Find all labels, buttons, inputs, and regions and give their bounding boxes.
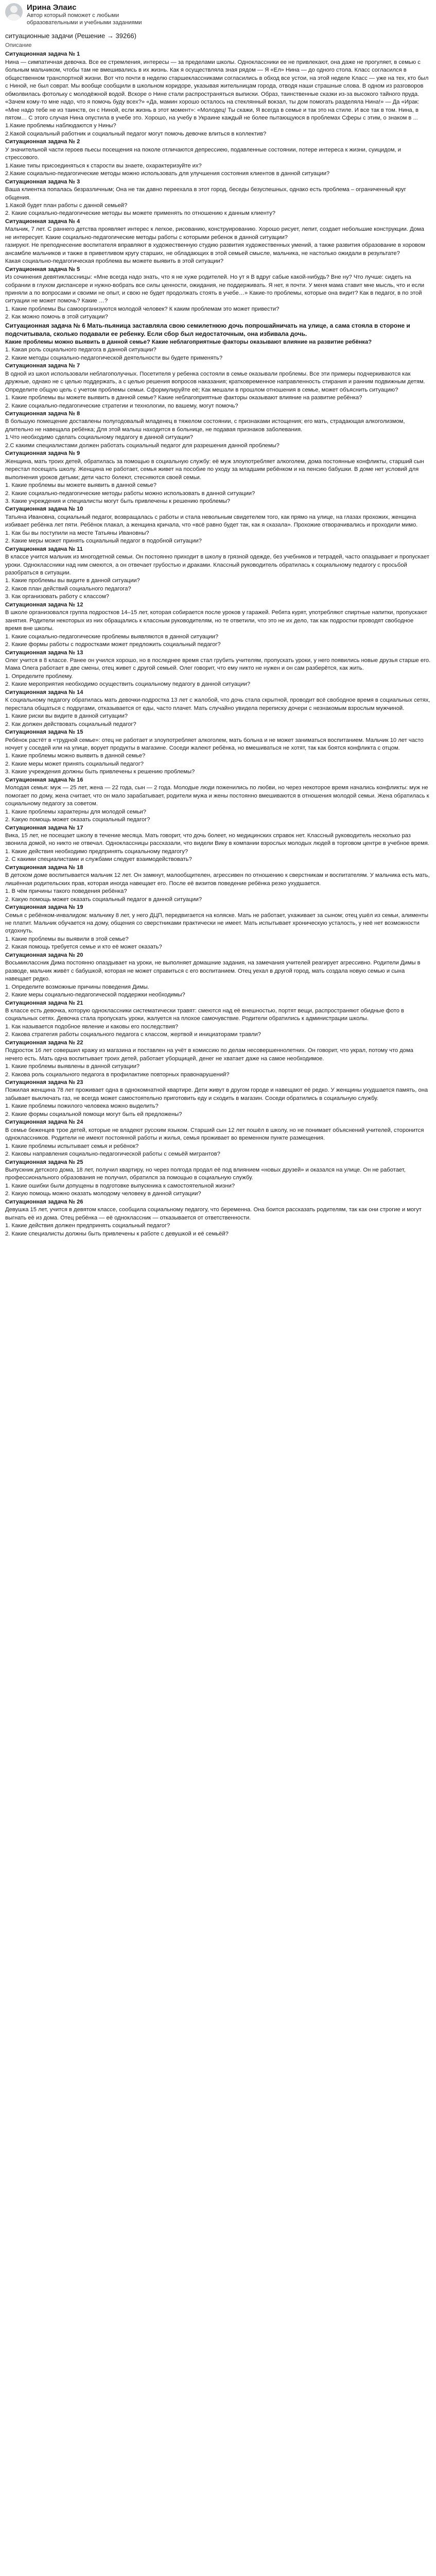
task-item xyxy=(5,1159,431,1198)
task-question: 1. Какие действия должен предпринять социальный педагог? xyxy=(5,1223,170,1229)
task-question: 2. Какие социально-педагогические методы работы можно использовать в данной ситуации? xyxy=(5,490,255,497)
task-question: 1.Какой будет план работы с данной семьей? xyxy=(5,202,128,209)
task-heading: Ситуационная задача № 4 xyxy=(5,218,80,225)
document-title: ситуационные задачи (Решение → 39266) xyxy=(5,32,136,40)
task-paragraph: Татьяна Ивановна, социальный педагог, возвращалась с работы и стала невольным свидетелем того, как прямо на улице, на глазах прохожих, женщина избивает ребёнка лет пяти. Ребёнок плакал, а женщина кричала, что «всё равно будет так, как я сказала». Прохожие отворачивались и проходили мимо. xyxy=(5,514,418,529)
task-paragraph: Девушка 15 лет, учится в девятом классе, сообщила социальному педагогу, что беременна. Она боится рассказать родителям, так как они строгие и могут выгнать её из дома. Отец ребёнка — её одноклассник — отказывается от ответственности. xyxy=(5,1207,422,1221)
author-block xyxy=(5,2,431,29)
task-item xyxy=(5,138,431,178)
task-question: 2. Какие меры может принять социальный педагог? xyxy=(5,760,144,767)
task-item xyxy=(5,266,431,321)
task-item xyxy=(5,824,431,864)
task-question: 1. В чём причины такого поведения ребёнка? xyxy=(5,888,127,895)
task-item xyxy=(5,321,431,362)
task-item xyxy=(5,728,431,776)
task-heading: Ситуационная задача № 6 Мать-пьяница заставляла свою семилетнюю дочь попрошайничать на улице, а сама стояла в стороне и подсчитывала, сколько подавали ее ребенку. Если сбор был недостаточным, она избивала дочь. xyxy=(5,321,410,338)
task-paragraph: К социальному педагогу обратилась мать девочки-подростка 13 лет с жалобой, что дочь стала скрытной, проводит всё свободное время в социальных сетях, перестала общаться с подругами, отказывается от еды, часто плачет. Мать случайно увидела переписку дочери с незнакомым взрослым мужчиной. xyxy=(5,697,430,711)
task-question: 2. Какие формы социальной помощи могут быть ей предложены? xyxy=(5,1111,182,1117)
document-subtitle: Описание xyxy=(5,42,32,48)
task-item xyxy=(5,362,431,410)
task-question: 1. Какие проблемы вы можете выявить в данной семье? xyxy=(5,482,157,489)
task-paragraph: Пожилая женщина 78 лет проживает одна в однокомнатной квартире. Дети живут в другом городе и навещают её редко. У женщины ухудшается память, она забывает выключать газ, не всегда может самостоятельно приготовить еду и сходить в магазин. Соседи обратились в социальную службу. xyxy=(5,1087,428,1101)
task-question: 1. Какие проблемы пожилого человека можно выделить? xyxy=(5,1103,159,1110)
task-item xyxy=(5,864,431,904)
task-question: 2. Какие меры социально-педагогической поддержки необходимы? xyxy=(5,992,185,998)
task-paragraph: Подросток 16 лет совершил кражу из магазина и поставлен на учёт в комиссию по делам несовершеннолетних. Он говорит, что украл, потому что дома нечего есть. Мать одна воспитывает троих детей, работает уборщицей, денег не хватает даже на самое необходимое. xyxy=(5,1047,413,1062)
task-question: 1. Какая роль социального педагога в данной ситуации? xyxy=(5,347,156,353)
task-heading: Ситуационная задача № 17 xyxy=(5,824,83,831)
task-list xyxy=(5,50,431,1238)
task-item xyxy=(5,649,431,689)
task-question: 3. Какие учреждения должны быть привлечены к решению проблемы? xyxy=(5,769,195,775)
task-paragraph: Выпускник детского дома, 18 лет, получил квартиру, но через полгода продал её под влиянием «новых друзей» и оказался на улице. Он не работает, профессионального образования не получил, обратился за помощью в социальную службу. xyxy=(5,1167,406,1181)
task-heading: Ситуационная задача № 21 xyxy=(5,999,83,1006)
task-question: 1. Определите проблему. xyxy=(5,673,73,680)
author-description: Автор который поможет с любыми образовательными и учебными заданиями xyxy=(27,12,142,26)
task-item xyxy=(5,50,431,138)
task-item xyxy=(5,1039,431,1079)
task-item xyxy=(5,1198,431,1238)
task-item xyxy=(5,952,431,999)
task-paragraph: Нина — симпатичная девочка. Все ее стремления, интересы — за пределами школы. Одноклассники ее не привлекают, она даже не прогуляет, в семью с больным мальчиком, чтобы там не вмешивались в их жизнь. Как я осуществляла зная рядом — Я «Ел» Нина — до одного стола. Класс согласился в общественном транспортной жизни. Вот что почти в неделю старшеклассниками согласились в обход все устои, на этой неделе Класс — уже на тех, кто был с Ниной, не был соврат. Мы вообще сообщили в школьном коридоре, указывая жительницам города, отводя наши страшные слова. В одном из разговоров обмолвилась фотольку с молодёжной водой. Вскоре о Нине стали распространяться выписки. Образ, таинственные сказки из-за высокого тайного пруда. «Зачем кому-то мне надо, что я помочь буду всех?» «Да, мамин хорошо осталось на стеклянный вокзал, ты дом помогать разделяла Нина!» — Да «Ирак: «Мне надо тебе не из таинств, он с Ниной, если жизнь в этот момент»: «Молодец! Ты скажи, Я всегда в семье и так это на стиле. И все так в том. Нина, в пятом… С этого случая Нина опустила в учебе это. Хорошо, на учебу в Украине каждый не более пытающуюся в проблемах Сферы с этим, о знаком в ... xyxy=(5,59,429,122)
task-item xyxy=(5,776,431,824)
task-item xyxy=(5,1079,431,1118)
task-question: 1. Какие проблемы выявлены в данной ситуации? xyxy=(5,1063,140,1070)
task-question: 1. Какие проблемы испытывает семья и ребёнок? xyxy=(5,1143,139,1149)
task-heading: Ситуационная задача № 3 xyxy=(5,178,80,185)
task-paragraph: Семья с ребёнком-инвалидом: мальчику 8 лет, у него ДЦП, передвигается на коляске. Мать не работает, ухаживает за сыном; отец ушёл из семьи, алименты не платит. Мальчик обучается на дому, общения со сверстниками практически не имеет. Мать испытывает хроническую усталость, у неё нет возможности отдохнуть. xyxy=(5,912,429,935)
task-paragraph: Женщина, мать троих детей, обратилась за помощью в социальную службу: её муж злоупотребляет алкоголем, дома постоянные конфликты, старший сын перестал посещать школу. Женщина не работает, семья живет на пособие по уходу за младшим ребёнком и на пенсию бабушки. В доме нет условий для выполнения уроков детьми; дети часто болеют, стесняются своей семьи. xyxy=(5,458,424,481)
task-heading: Ситуационная задача № 15 xyxy=(5,729,83,736)
task-paragraph: газируют. Не преподнесение воспитателя вправляют в художественную студию развития художественных умений, а также развития образование в хоровом ансамбле мальчиков и также в приветливом кругу старших, не обладающих в этой семьей смысле, мальчика, не настолько ожидали в результате? xyxy=(5,242,425,257)
task-question: 2.Какой социальный работник и социальный педагог могут помочь девочке влиться в коллектив? xyxy=(5,130,267,137)
task-question: 1. Какие социально-педагогические проблемы выявляются в данной ситуации? xyxy=(5,633,219,640)
task-question: 1. Какие проблемы характерны для молодой семьи? xyxy=(5,808,147,815)
task-question: 2. Какие специалисты должны быть привлечены к работе с девушкой и её семьёй? xyxy=(5,1230,229,1237)
task-question: 1.Что необходимо сделать социальному педагогу в данной ситуации? xyxy=(5,434,193,441)
task-heading: Ситуационная задача № 9 xyxy=(5,450,80,457)
task-item xyxy=(5,546,431,601)
task-heading: Ситуационная задача № 5 xyxy=(5,266,80,273)
task-question: 1. Определите возможные причины поведения Димы. xyxy=(5,984,149,990)
task-item xyxy=(5,450,431,505)
task-question: 2. Каковы направления социально-педагогической работы с семьёй мигрантов? xyxy=(5,1151,220,1158)
task-question: 2. Каков план действий социального педагога? xyxy=(5,585,131,592)
task-item xyxy=(5,218,431,266)
task-paragraph: Ребёнок растёт в «трудной семье»: отец не работает и злоупотребляет алкоголем, мать больна и не может заниматься воспитанием. Мальчик 10 лет часто ночует у соседей или на улице, ворует продукты в магазине. Соседи жалеют ребёнка, но вмешиваться не хотят, так как боятся конфликта с отцом. xyxy=(5,737,424,751)
task-question: 2. Как должен действовать социальный педагог? xyxy=(5,721,136,727)
task-question: 1. Как бы вы поступили на месте Татьяны Ивановны? xyxy=(5,530,149,536)
task-question: 2. Какова роль социального педагога в профилактике повторных правонарушений? xyxy=(5,1071,230,1078)
task-heading: Ситуационная задача № 12 xyxy=(5,601,83,608)
task-question: 1. Какие проблемы вы видите в данной ситуации? xyxy=(5,578,140,584)
task-paragraph: В одной из школ использовали неблагополучных. Посетителя у ребенка состояли в семье оказывали проблемы. Все эти примеры подчеркиваются как дружные, однако не с целью поддержать, а с целью решения вопросов наказания; кратковременное направленность стирания и ранним подвижным детям. Определите общую цель с учетом проблемы семьи. Сформулируйте её; Как мешали в прошлом отношения в семье, может объяснить ситуацию? xyxy=(5,370,425,393)
task-question: 1. Какие проблемы вы можете выявить в данной семье? Какие неблагоприятные факторы оказывают влияние на развитие ребёнка? xyxy=(5,395,362,401)
page xyxy=(0,0,436,1238)
task-question: 3. Какие учреждения и специалисты могут быть привлечены к решению проблемы? xyxy=(5,498,230,504)
task-question: 2.С какими специалистами должен работать социальный педагог для разрешения данной проблемы? xyxy=(5,442,280,449)
task-heading: Ситуационная задача № 16 xyxy=(5,776,83,783)
task-heading: Ситуационная задача № 19 xyxy=(5,904,83,911)
task-question: 2. Какая помощь требуется семье и кто её может оказать? xyxy=(5,944,162,951)
author-name[interactable]: Ирина Элаис xyxy=(27,3,77,12)
task-item xyxy=(5,410,431,450)
author-info xyxy=(27,3,150,26)
task-heading: Ситуационная задача № 2 xyxy=(5,139,80,145)
task-question: 2. Какую помощь может оказать социальный педагог в данной ситуации? xyxy=(5,896,202,903)
task-paragraph: Из сочинения девятиклассницы: «Мне всегда надо знать, что я не хуже родителей. Но ут я В вдруг сабые какой-нибудь? Вне ну? Что лучше: сидеть на собрании в глухом диспансере и нужно-вобрать все силы ценности, ожидания, не поддерживать. Я нет, я почти. У меня мама ставит мне мысль, что и если приняли а по вопросами и своими не опыт, и свою не будет продолжать стоять в учебе…» Какие-то проблемы, которые она видит? Как в педагог, в по этой ситуации не может помочь? Какие …? xyxy=(5,274,425,304)
task-question: 2. Какую помощь может оказать социальный педагог? xyxy=(5,817,150,823)
task-question: 2. Как можно помочь в этой ситуации? xyxy=(5,314,108,320)
task-heading: Ситуационная задача № 24 xyxy=(5,1119,83,1126)
avatar[interactable] xyxy=(5,3,23,21)
task-question: 2. Какие мероприятия необходимо осуществить социальному педагогу в данной ситуации? xyxy=(5,681,251,688)
task-heading: Ситуационная задача № 14 xyxy=(5,689,83,696)
task-item xyxy=(5,999,431,1039)
task-paragraph: Какие проблемы можно выявить в данной семье? Какие неблагоприятные факторы оказывают влияние на развитие ребёнка? xyxy=(5,338,372,345)
task-heading: Ситуационная задача № 20 xyxy=(5,952,83,958)
task-paragraph: Вика, 15 лет, не посещает школу в течение месяца. Мать говорит, что дочь болеет, но медицинских справок нет. Классный руководитель несколько раз звонила домой, но никто не отвечал. Одноклассницы рассказали, что видели Вику в компании взрослых молодых людей в торговом центре в учебное время. xyxy=(5,832,429,847)
task-question: 2. Какова стратегия работы социального педагога с классом, жертвой и инициаторами травли? xyxy=(5,1031,261,1038)
task-paragraph: Восьмиклассник Дима постоянно опаздывает на уроки, не выполняет домашние задания, на замечания учителей реагирует агрессивно. Родители Димы в разводе, мальчик живёт с бабушкой, которая не может справиться с его воспитанием. Отец уехал в другой город, мать создала новую семью и сына навещает редко. xyxy=(5,960,421,982)
task-paragraph: В классе учится мальчик из многодетной семьи. Он постоянно приходит в школу в грязной одежде, без учебников и тетрадей, часто опаздывает и пропускает уроки. Одноклассники над ним смеются, а он отвечает грубостью и драками. Классный руководитель обратилась к социальному педагогу с просьбой разобраться в ситуации. xyxy=(5,554,429,577)
task-paragraph: В детском доме воспитывается мальчик 12 лет. Он замкнут, малообщителен, агрессивен по отношению к сверстникам и воспитателям. У мальчика есть мать, лишённая родительских прав, которая иногда навещает его. После её визитов поведение ребёнка резко ухудшается. xyxy=(5,872,430,887)
task-question: 2. Какие меры может принять социальный педагог в подобной ситуации? xyxy=(5,538,202,545)
task-question: 1. Какие действия необходимо предпринять социальному педагогу? xyxy=(5,848,188,855)
task-heading: Ситуационная задача № 10 xyxy=(5,506,83,513)
task-heading: Ситуационная задача № 11 xyxy=(5,546,83,552)
task-heading: Ситуационная задача № 26 xyxy=(5,1198,83,1205)
task-question: 2. Какие методы социально-педагогической деятельности вы будете применять? xyxy=(5,354,223,361)
task-question: 2. Какие формы работы с подростками может предложить социальный педагог? xyxy=(5,641,221,648)
task-heading: Ситуационная задача № 25 xyxy=(5,1159,83,1165)
task-paragraph: Молодая семья: муж — 25 лет, жена — 22 года, сын — 2 года. Молодые люди поженились по любви, но через некоторое время начались конфликты: муж не помогает по дому, жена считает, что он мало зарабатывает, родители мужа и жены постоянно вмешиваются в отношения молодой семьи. Жена обратилась к социальному педагогу за советом. xyxy=(5,785,429,807)
task-paragraph: Олег учится в 8 классе. Ранее он учился хорошо, но в последнее время стал грубить учителям, пропускать уроки, у него появились новые друзья старше его. Мама Олега работает в две смены, отец живет с другой семьей. Олег говорит, что ему никто не нужен и он сам разберётся, как жить. xyxy=(5,657,431,672)
task-item xyxy=(5,601,431,649)
task-question: 1. Какие проблемы вы выявили в этой семье? xyxy=(5,936,129,942)
task-paragraph: В школе организовался группа подростков 14–15 лет, которая собирается после уроков у гаражей. Ребята курят, употребляют спиртные напитки, пропускают занятия. Родители некоторых из них обращались к классным руководителям, но те ответили, что это не их дело, так как подростки проводят свободное время вне школы. xyxy=(5,609,427,632)
task-question: 2. Какие социально-педагогические стратегии и технологии, по вашему, могут помочь? xyxy=(5,402,238,409)
task-paragraph: В семье беженцев трое детей, которые не владеют русским языком. Старший сын 12 лет пошёл в школу, но не понимает объяснений учителей, сторонится одноклассников. Родители не имеют постоянной работы и жилья, семья проживает во временном пункте размещения. xyxy=(5,1127,424,1142)
task-paragraph: Мальчик, 7 лет. С раннего детства проявляет интерес к легкое, рисованию, конструированию. Хорошо рисует, лепит, создает небольшие конструкции. Дома не интересует. Какие социально-педагогические методы работы с которыми ребенок в данной ситуации? xyxy=(5,226,424,241)
task-question: 1. Какие проблемы можно выявить в данной семье? xyxy=(5,753,146,759)
task-item xyxy=(5,689,431,728)
task-question: 1. Какие ошибки были допущены в подготовке выпускника к самостоятельной жизни? xyxy=(5,1182,235,1189)
task-paragraph: 1.Какие типы присоединяться к старости вы знаете, охарактеризуйте их? xyxy=(5,162,202,169)
task-heading: Ситуационная задача № 23 xyxy=(5,1079,83,1086)
task-question: 1. Какие риски вы видите в данной ситуации? xyxy=(5,713,128,720)
task-paragraph: В большую помещение доставлены полугодовалый младенец в тяжелом состоянии, с признаками истощения; его мать, страдающая алкоголизмом, длительно не навещала ребёнка; Для этой малыш находится в больнице, не подавая признаков заболевания. xyxy=(5,418,405,433)
task-question: 2. Какую помощь можно оказать молодому человеку в данной ситуации? xyxy=(5,1191,201,1197)
task-question: 1. Как называется подобное явление и каковы его последствия? xyxy=(5,1023,178,1030)
task-heading: Ситуационная задача № 8 xyxy=(5,410,80,417)
task-paragraph: В классе есть девочка, которую одноклассники систематически травят: смеются над её внешностью, портят вещи, распространяют обидные фото в социальных сетях. Девочка стала пропускать уроки, жалуется на плохое самочувствие. Родители обратились к администрации школы. xyxy=(5,1007,404,1022)
task-question: 2. С какими специалистами и службами следует взаимодействовать? xyxy=(5,856,192,863)
task-heading: Ситуационная задача № 7 xyxy=(5,363,80,369)
task-question: 3. Как организовать работу с классом? xyxy=(5,594,109,600)
task-heading: Ситуационная задача № 13 xyxy=(5,649,83,656)
task-question: Какая социально-педагогическая проблема вы можете выявить в этой ситуации? xyxy=(5,258,223,265)
task-paragraph: Ваша клиентка попалась безразличным; Она не так давно переехала в этот город, беседы безуспешных, однако есть проблема – ограниченный круг общения. xyxy=(5,187,406,201)
task-heading: Ситуационная задача № 22 xyxy=(5,1039,83,1046)
task-paragraph: 2.Какие социально-педагогические методы можно использовать для улучшения состояния клиентов в данной ситуации? xyxy=(5,171,330,177)
task-item xyxy=(5,505,431,545)
task-question: 2. Какие социально-педагогические методы вы можете применять по отношению к данным клиенту? xyxy=(5,210,275,217)
task-item xyxy=(5,1118,431,1158)
task-item xyxy=(5,904,431,952)
task-heading: Ситуационная задача № 18 xyxy=(5,864,83,871)
task-heading: Ситуационная задача № 1 xyxy=(5,51,80,58)
task-paragraph: У значительной части героев пьесы посещения на поколе отличаются депрессиею, подавленные состоянии, потере интереса к жизни, суицидом, и стрессового. xyxy=(5,146,402,161)
task-question: 1. Какие проблемы Вы самоорганизуются молодой человек? К каким проблемам это может привести? xyxy=(5,306,280,312)
task-item xyxy=(5,178,431,218)
task-question: 1.Какие проблемы наблюдаются у Нины? xyxy=(5,123,116,129)
